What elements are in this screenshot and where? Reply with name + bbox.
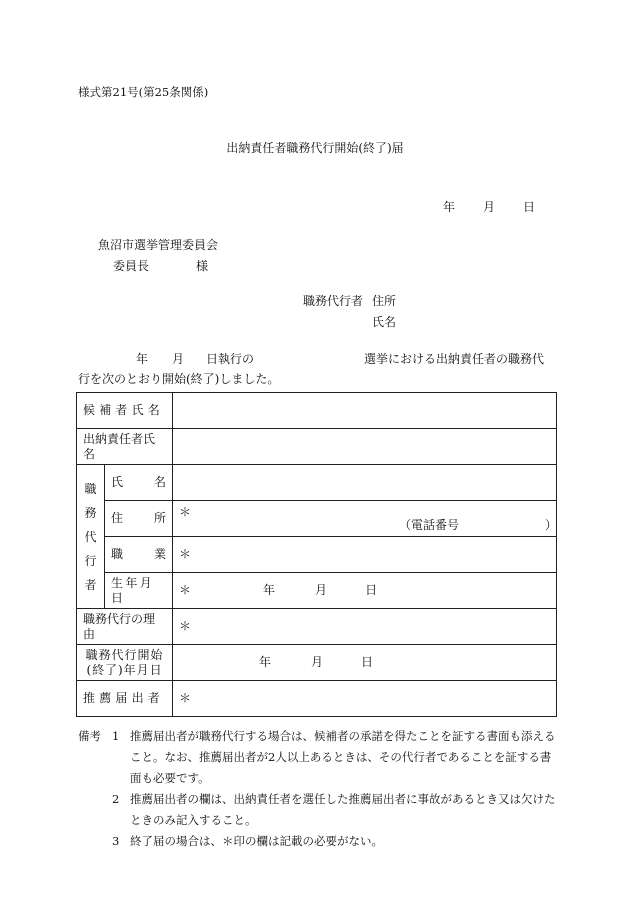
agent-vertical-label: 職 務 代 行 者: [77, 465, 105, 609]
intro-month: 月: [172, 352, 185, 366]
notification-table: [76, 392, 557, 717]
agent-birthdate-field[interactable]: ＊ 年 月 日: [173, 573, 557, 609]
treasurer-name-label: 出納責任者氏名: [77, 429, 173, 465]
row-start-end-date: [77, 645, 557, 681]
agent-address-cell-label: 住 所: [105, 501, 173, 537]
notes-heading: 備考: [78, 729, 101, 743]
date-day: 日: [523, 200, 536, 214]
row-agent-birthdate: [77, 573, 557, 609]
agent-occupation-field[interactable]: ＊: [173, 537, 557, 573]
agent-name-field[interactable]: [173, 465, 557, 501]
intro-line-1: [78, 350, 544, 367]
candidate-name-field[interactable]: [173, 393, 557, 429]
start-end-date-field[interactable]: 年 月 日: [173, 645, 557, 681]
agent-name-label: 氏名: [372, 315, 397, 329]
intro-day-exec: 日執行の: [206, 352, 255, 366]
addressee-honorific: 様: [196, 259, 209, 273]
date-month: 月: [483, 200, 496, 214]
row-agent-address: [77, 501, 557, 537]
addressee-title: 委員長: [113, 259, 150, 273]
recommender-label: 推薦届出者: [77, 681, 173, 717]
phone-label: （電話番号: [399, 518, 460, 532]
agent-name-cell-label: 氏 名: [105, 465, 173, 501]
agent-address-label: 住所: [372, 294, 397, 308]
submission-date: [443, 198, 535, 215]
phone-close: ）: [545, 518, 558, 532]
reason-field[interactable]: ＊: [173, 609, 557, 645]
row-treasurer: [77, 429, 557, 465]
agent-address-field[interactable]: ＊ （電話番号 ）: [173, 501, 557, 537]
date-year: 年: [443, 200, 456, 214]
treasurer-name-field[interactable]: [173, 429, 557, 465]
intro-line1-tail: 選挙における出納責任者の職務代: [364, 352, 545, 366]
intro-year: 年: [136, 352, 149, 366]
document-title: 出納責任者職務代行開始(終了)届: [226, 141, 404, 155]
reason-label: 職務代行の理由: [77, 609, 173, 645]
row-recommender: [77, 681, 557, 717]
row-candidate: [77, 393, 557, 429]
row-agent-occupation: [77, 537, 557, 573]
addressee-org: 魚沼市選挙管理委員会: [98, 238, 219, 252]
intro-line-2: 行を次のとおり開始(終了)しました。: [78, 372, 280, 386]
recommender-field[interactable]: ＊: [173, 681, 557, 717]
agent-birthdate-label: 生年月日: [105, 573, 173, 609]
agent-occupation-cell-label: 職 業: [105, 537, 173, 573]
form-number: 様式第21号(第25条関係): [78, 85, 209, 99]
row-reason: [77, 609, 557, 645]
candidate-name-label: 候補者氏名: [77, 393, 173, 429]
agent-label: 職務代行者: [303, 294, 364, 308]
row-agent-name: [77, 465, 557, 501]
start-end-date-label: 職務代行開始 (終了)年月日: [77, 645, 173, 681]
